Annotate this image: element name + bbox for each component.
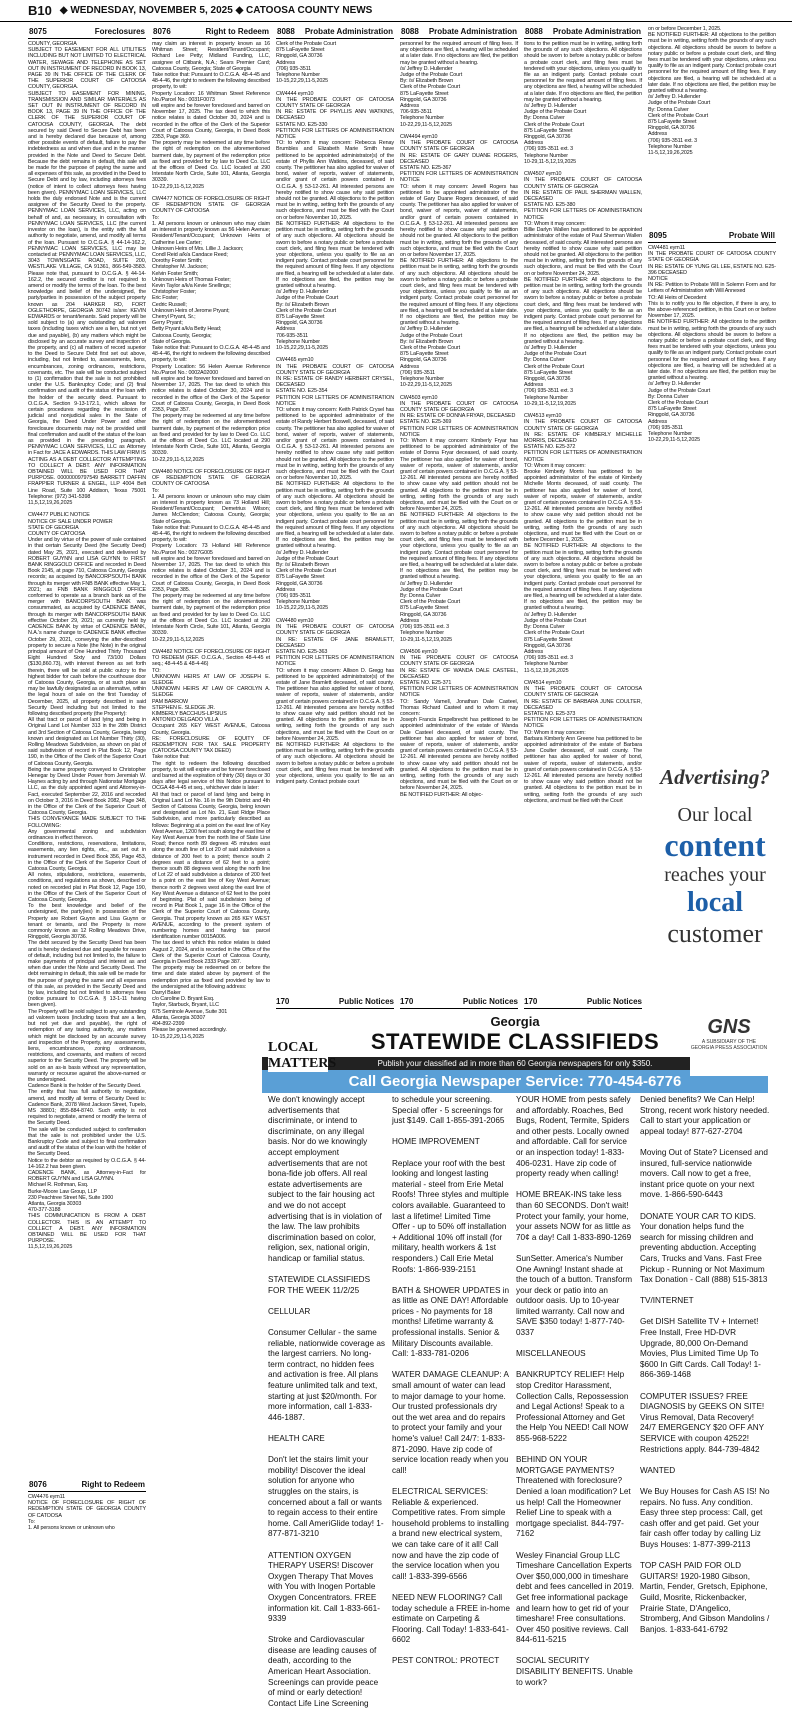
column-header [524,26,642,39]
public-notices-header [524,997,642,1009]
legal-notice-text: may claim an interest in property known as 16 Whitman Street; Resident/Tenant/Occupant; Richard Lee Petty; Midland Funding, LLC, assignee of Citibank, N.A.; Sears Premier Card; Catoosa County, Georgia; State of Georgia Take notice that: Pursuant to O.C.G.A. 48-4-45 and 48-4-46, the right to redeem the following described property, to wit: Property Location: 16 Whitman Street Reference No./Parcel No.: 0031F0073 will expire and be forever foreclosed and barred on November 17, 2025. The tax deed to which this notice relates is dated October 30, 2024 and is recorded in the office of the Clerk of the Superior Court of Catoosa County, Georgia, in Deed Book 2353, Page 369. The property may be redeemed at any time before the right of redemption on the aforementioned barment date, by payment of the redemption price as fixed and provided for by law to Deed Co. LLC at the offices of Deed Co. LLC located at 290 Interstate North Circle, Suite 101, Atlanta, Georgia 30339. 10-22,29,11-5,12,2025 CW4477 NOTICE OF FORECLOSURE OF RIGHT OF REDEMPTION STATE OF GEORGIA COUNTY OF CATOOSA To: 1. All persons known or unknown who may claim an interest in property known as 56 Helen Avenue; Resident/Tenant/Occupant; Unknown Heirs of Catherine Lee Carter; Unknown Heirs of Mrs. Lillie J. Jackson; Condl Reid a/k/a Candace Reed; Dorothy Foster Smith; Christopher M. Jackson; Kelvin Foster Smith; Unknown Heirs of Thomas Foster; Kevin Taylor a/k/a Kevie Snellings; Christopher Foster; Eric Foster; Cedric Russell; Unknown Heirs of Jerome Pryant; Cherryl Pryant, Sr.; Gerry Pryant; Betty Pryant a/k/a Betty Head; Catoosa County, Georgia; State of Georgia. Take notice that: Pursuant to O.C.G.A. 48-4-45 and 48-4-46, the right to redeem the following described property, to wit: Property Location: 56 Helen Avenue Reference No./Parcel No.: 0002A02000 will expire and be forever foreclosed and barred on November 17, 2025. The tax deed to which this notice relates is dated October 30, 2024 and is recorded in the office of the Clerk of the Superior Court of Catoosa County, Georgia, in Deed Book 2353, Page 357. The property may be redeemed at any time before the right of redemption on the aforementioned barment date, by payment of the redemption price as fixed and provided for by law to Deed Co. LLC at the offices of Deed Co. LLC located at 290 Interstate North Circle, Suite 101, Atlanta, Georgia 30339. 10-22,29,11-5,12,2025 CW4480 NOTICE OF FORECLOSURE OF RIGHT OF REDEMPTION STATE OF GEORGIA COUNTY OF CATOOSA To: 1. All persons known or unknown who may claim an interest in property known as 73 Holland Hill; Resident/Tenant/Occupant; Demetrius Wilson; James McClendon; Catoosa County, Georgia; State of Georgia. Take notice that: Pursuant to O.C.G.A. 48-4-45 and 48-4-46, the right to redeem the following described property, to wit: Property Location: 73 Holland Hill Reference No./Parcel No.: 0027G005 will expire and be forever foreclosed and barred on November 17, 2025. The tax deed to which this notice relates is dated October 31, 2024 and is recorded in the office of the Clerk of the Superior Court of Catoosa County, Georgia, in Deed Book 2353, Page 385. The property may be redeemed at any time before the right of redemption on the aforementioned barment date, by payment of the redemption price as fixed and provided for by law to Deed Co. LLC at the offices of Deed Co. LLC located at 290 Interstate North Circle, Suite 101, Atlanta, Georgia 30339. 10-22,29,11-5,12,2025 CW4482 NOTICE OF FORECLOSURE OF RIGHT TO REDEEM (REF. O.C.G.A., Section 48-4-45 et seq.; 48-4-45 & 48-4-46) TO: UNKNOWN HEIRS AT LAW OF JOSEPH E. SLEDGE UNKNOWN HEIRS AT LAW OF CAROLYN A. SLEDGE PAM BARROW STEPHEN E. SLEDGE JR. KIMBERLY BACCHUS-LIPSIUS ANTONIO DELGADO VILLA Occupant 265 KEY WEST AVENUE, Catoosa County, Georgia. RE: FORECLOSURE OF EQUITY OF REDEMPTION FOR TAX SALE PROPERTY (CATOOSA COUNTY TAX DEED) Take notice that: The right to redeem the following described property, to wit will expire and be forever foreclosed and barred at the expiration of thirty (30) days or 30 days after legal service of this Notice pursuant to OCGA 48-4-45 et seq., whichever date is later: All that tract or parcel of land lying and being in Original Land Lot No. 16 in the 9th District and 4th Section of Catoosa County, Georgia, being known and designated as Lot No. 21, East Ridge Place Subdivision, and more particularly described as follows: Beginning at a point on the east line of Key West Avenue, 1200 feet south along the east line of Key West Avenue from the north line of State Line Road; thence north 89 degrees 45 minutes east along the south line of Lot 20 of said subdivision a distance of 200 feet to a point; thence south 2 degrees east a distance of 62 feet to a point; thence south 88 degrees west along the north line of Lot 22 of said subdivision a distance of 200 feet to a point on the east line of Key West Avenue; thence north 2 degrees west along the east line of Key West Avenue a distance of 62 feet to the point of beginning. Plat of said subdivision being of record in Plat Book 1, page 16 in the Office of the Clerk of the Superior Court of Catoosa County, Georgia. That property known as 265 KEY WEST AVENUE, according to the present system of numbering homes and having tax parcel identification number 0015A006. The tax deed to which this notice relates is dated August 2, 2024, and is recorded in the Office of the Clerk of the Superior Court of Catoosa County, Georgia in Deed Book 2333 Page 387. The property may be redeemed on or before the time and date stated above by payment of the redemption price as fixed and provided by law to the undersigned at the following address: Darryl Baker c/o Caroline D. Bryant Esq. Taylor, Starbuck, Bryant, LLC 675 Seminole Avenue, Suite 301 Atlanta, Georgia 30307 404-892-2399 Please be governed accordingly. 10-15,22,29,11-5,2025 [152,41,270,1040]
ad-line: Advertising? [660,765,770,789]
header-paper: CATOOSA COUNTY NEWS [246,5,373,16]
gns-subtitle: A SUBSIDIARY OF THE GEORGIA PRESS ASSOCIATION [690,1039,768,1051]
category-code: 170 [276,997,290,1006]
column-header [152,26,270,39]
column-3 [276,26,394,786]
ad-line: local [687,887,743,918]
column-5 [524,26,642,804]
column-2 [152,26,270,1581]
legal-notice-text: CW4476 eym11 NOTICE OF FORECLOSURE OF RIGHT OF REDEMPTION STATE OF GEORGIA COUNTY OF CATOOSA To: 1. All persons known or unknown who [28,1494,146,1532]
column-1-tail [28,1479,146,1579]
ad-line: content [664,827,766,863]
public-notices-header [276,997,394,1009]
category-name: Right to Redeem [205,27,269,36]
category-name: Probate Administration [552,27,641,36]
category-code: 8088 [525,27,543,36]
category-name: Foreclosures [94,27,145,36]
local-matters-logo: LOCAL MATTERS [268,1040,337,1071]
publish-line: Publish your classified ad in more than 60 Georgia newspapers for only $350. [262,1057,768,1070]
category-name: Public Notices [462,997,518,1006]
gns-logo-text: GNS [707,1016,751,1038]
category-code: 8075 [29,27,47,36]
category-code: 8088 [277,27,295,36]
category-name: Public Notices [586,997,642,1006]
column-header [276,26,394,39]
column-header [28,26,146,39]
ad-line: Our local [677,804,753,826]
classifieds-title: STATEWIDE CLASSIFIEDS [370,1029,660,1054]
legal-notice-text: CW4481 eym11 IN THE PROBATE COURT OF CATOOSA COUNTY STATE OF GEORGIA IN RE: ESTATE OF YUNG GIL LEE, ESTATE NO. E25-396 DECEASED NOTICE IN RE: Petition to Probate Will in Solemn Form and for Letters of Administration with Will Annexed TO: All Heirs of Decedent This is to notify you to file objection, if there is any, to the above-referenced petition, in this Court on or before November 17, 2025. BE NOTIFIED FURTHER: All objections to the petition must be in writing, setting forth the grounds of any such objections. All objections should be sworn to before a notary public or before a probate court clerk, and filing fees must be tendered with your objections, unless you qualify to file as an indigent party. Contact probate court personnel for the required amount of filing fees. If any objections are filed, a hearing will be scheduled at a later date. If no objections are filed, the petition may be granted without a hearing. /s/ Jeffrey D. Hullender Judge of the Probate Court By: Donna Culver Clerk of the Probate Court 875 LaFayette Street Ringgold, GA 30736 Address (706) 935-3511 Telephone Number 10-22,29,11-5,12,2025 [648,245,776,444]
gns-logo [690,1016,768,1076]
legal-notice-text: Clerk of the Probate Court 875 LaFayette Street Ringgold, GA 30736 Address (706) 935-3511 Telephone Number 10-15,22,29,11-5,2025 CW4444 eym10 IN THE PROBATE COURT OF CATOOSA COUNTY STATE OF GEORGIA IN RE: ESTATE OF PHYLLIS ANN WATKINS, DECEASED ESTATE NO. E25-330 PETITION FOR LETTERS OF ADMINISTRATION NOTICE TO: to whom it may concern: Rebecca Renay Brumbles and Elizabeth Marie Smith have petitioned to be appointed administrator(s) of the estate of Phyllis Ann Watkins, deceased, of said county. The petitioner has also applied for waiver of bond, waiver of reports, waiver of statements, and/or grant of certain powers contained in O.C.G.A. § 53-12-261. All interested persons are hereby notified to show cause why said petition should not be granted. All objections to the petition must be in writing, setting forth the grounds of any such objections, and must be filed with the Court on or before November 10, 2025. BE NOTIFIED FURTHER: All objections to the petition must be in writing, setting forth the grounds of any such objections. All objections should be sworn to before a notary public or before a probate court clerk, and filing fees must be tendered with your objections, unless you qualify to file as an indigent party. Contact probate court personnel for the required amount of filing fees. If any objections are filed, a hearing will be scheduled at a later date. If no objections are filed, the petition may be granted without a hearing. /s/ Jeffrey D. Hullender Judge of the Probate Court By: /s/ Elizabeth Brown Clerk of the Probate Court 875 LaFayette Street Ringgold, GA 30736 Address 706-935-3511 Telephone Number 10-15,22,29,11-5,2025 CW4465 eym10 IN THE PROBATE COURT OF CATOOSA COUNTY STATE OF GEORGIA IN RE: ESTATE OF RANDY HERBERT CRYSEL, DECEASED ESTATE NO. E25-354 PETITION FOR LETTERS OF ADMINISTRATION NOTICE TO: whom it may concern: Keith Patrick Crysel has petitioned to be appointed administrator of the estate of Randy Herbert Boswell, deceased, of said county. The petitioner has also applied for waiver of bond, waiver of reports, waiver of statements, and/or grant of certain powers contained in O.C.G.A. § 53-12-261. All interested persons are hereby notified to show cause why said petition should not be granted. All objections to the petition must be in writing, setting forth the grounds of any such objections, and must be filed with the Court on or before November 10, 2025. BE NOTIFIED FURTHER: All objections to the petition must be in writing, setting forth the grounds of any such objections. All objections should be sworn to before a notary public or before a probate court clerk, and filing fees must be tendered with your objections, unless you qualify to file as an indigent party. Contact probate court personnel for the required amount of filing fees. If any objections are filed, a hearing will be scheduled at a later date. If no objections are filed, the petition may be granted without a hearing. /s/ Jeffrey D. Hullender Judge of the Probate Court By: /s/ Elizabeth Brown Clerk of the Probate Court 875 LaFayette Street Ringgold, GA 30736 Address (706) 935-3511 Telephone Number 10-15,22,29,11-5,2025 CW4480 eym10 IN THE PROBATE COURT OF CATOOSA COUNTY STATE OF GEORGIA IN RE: ESTATE OF JANE BRAMLETT, DECEASED ESTATE NO. E25-363 PETITION FOR LETTERS OF ADMINISTRATION NOTICE TO: whom it may concern: Allison D. Gregg has petitioned to be appointed administrator(s) of the estate of Jane Bramlett deceased, of said county. The petitioner has also applied for waiver of bond, waiver of reports, waiver of statements, and/or grant of certain powers contained in O.C.G.A. § 53-12-261. All interested persons are hereby notified to show cause why said petition should not be granted. All objections to the petition must be in writing, setting forth the grounds of any such objections, and must be filed with the Court on or before November 24, 2025. BE NOTIFIED FURTHER: All objections to the petition must be in writing, setting forth the grounds of any such objections. All objections should be sworn to before a notary public or before a probate court clerk, and filing fees must be tendered with your objections, unless you qualify to file as an indigent party. Contact probate court [276,41,394,786]
column-header [648,230,776,243]
classifieds-column-4: Denied benefits? We Can Help! Strong, recent work history needed. Call to start your application or appeal today! 877-627-2704 Moving Out of State? Licensed and insured, full-service nationwide movers. Call now to get a free, instant price quote on your next move. 1-866-590-6443 DONATE YOUR CAR TO KIDS. Your donation helps fund the search for missing children and preventing abduction. Accepting Cars, Trucks and Vans. Fast Free Pickup - Running or Not Maximum Tax Donation - Call (888) 515-3813 TV/INTERNET Get DISH Satellite TV + Internet! Free Install, Free HD-DVR Upgrade, 80,000 On-Demand Movies, Plus Limited Time Up To $600 In Gift Cards. Call Today! 1-866-369-1468 COMPUTER ISSUES? FREE DIAGNOSIS by GEEKS ON SITE! Virus Removal, Data Recovery! 24/7 EMERGENCY $20 OFF ANY SERVICE with coupon 42522! Restrictions apply. 844-739-4842 WANTED We Buy Houses for Cash AS IS! No repairs. No fuss. Any condition. Easy three step process: Call, get cash offer and get paid. Get your fair cash offer today by calling Liz Buys Houses: 1-877-399-2113 TOP CASH PAID FOR OLD GUITARS! 1920-1980 Gibson, Martin, Fender, Gretsch, Epiphone, Guild, Mosrite, Rickenbacker, Prairie State, D'Angelico, Stromberg, And Gibson Mandolins / Banjos. 1-833-641-6792 [640,1095,770,1634]
ad-line: reaches your [664,864,766,886]
category-name: Probate Administration [428,27,517,36]
category-name: Probate Administration [304,27,393,36]
category-code: 8076 [153,27,171,36]
category-code: 170 [400,997,414,1006]
page-number: B10 [28,3,52,18]
probate-will-column [648,230,776,750]
category-code: 170 [524,997,538,1006]
date-line: ◆ WEDNESDAY, NOVEMBER 5, 2025 ◆ CATOOSA COUNTY NEWS [59,5,373,16]
column-6 [648,26,776,157]
classifieds-column-1: We don't knowingly accept advertisements that discriminate, or intend to discriminate, on any illegal basis. Nor do we knowingly accept employment advertisements that are not bona-fide job offers. All real estate advertisements are subject to the fair housing act and we do not accept advertising that is in violation of the law. The law prohibits discrimination based on color, religion, sex, national origin, handicap or familial status. STATEWIDE CLASSIFIEDS FOR THE WEEK 11/2/25 CELLULAR Consumer Cellular - the same reliable, nationwide coverage as the largest carriers. No long-term contract, no hidden fees and activation is free. All plans feature unlimited talk and text, starting at just $20/month. For more information, call 1-833-446-1887. HEALTH CARE Don't let the stairs limit your mobility! Discover the ideal solution for anyone who struggles on the stairs, is concerned about a fall or wants to regain access to their entire home. Call AmeriGlide today! 1-877-871-3210 ATTENTION OXYGEN THERAPY USERS! Discover Oxygen Therapy That Moves with You with Inogen Portable Oxygen Concentrators. FREE information kit. Call 1-833-661-9339 Stroke and Cardiovascular disease are leading causes of death, according to the American Heart Association. Screenings can provide peace of mind or early detection! Contact Life Line Screening [268,1095,385,1708]
category-name: Public Notices [338,997,394,1006]
column-header [400,26,518,39]
legal-notice-text: tions to the petition must be in writing, setting forth the grounds of any such objections. All objections should be sworn to before a notary public or before a probate court clerk, and filing fees must be tendered with your objections, unless you qualify to file as an indigent party. Contact probate court personnel for the required amount of filing fees. If any objections are filed, a hearing will be scheduled at a later date. If no objections are filed, the petition may be granted without a hearing. /s/ Jeffrey D. Hullender Judge of the Probate Court By: Donna Culver Clerk of the Probate Court 875 LaFayette Street Ringgold, GA 30736 Address (706) 935-3511 ext. 3 Telephone Number 10-29,11-5,12,19,2025 CW4507 eym10 IN THE PROBATE COURT OF CATOOSA COUNTY STATE OF GEORGIA IN RE: ESTATE OF PAUL SHERMAN WALLEN, DECEASED ESTATE NO. E25-380 PETITION FOR LETTERS OF ADMINISTRATION NOTICE TO: Whom it may concern: Billie Darlyn Wallen has petitioned to be appointed administrator of the estate of Paul Sherman Wallen deceased, of said county. All interested persons are hereby notified to show cause why said petition should not be granted. All objections to the petition must be in writing, setting forth the grounds of any such objections, and must be filed with the Court on or before November 24, 2025. BE NOTIFIED FURTHER: All objections to the petition must be in writing, setting forth the grounds of any such objections. All objections should be sworn to before a notary public or before a probate court clerk, and filing fees must be tendered with your objections, unless you qualify to file as an indigent party. Contact probate court personnel for the required amount of filing fees. If any objections are filed, a hearing will be scheduled at a later date. If no objections are filed, the petition may be granted without a hearing. /s/ Jeffrey D. Hullender Judge of the Probate Court By: Donna Culver Clerk of the Probate Court 875 LaFayette Street Ringgold, GA 30736 Address (706) 935-3511 ext. 3 Telephone Number 10-29,11-5,12,19,2025 CW4513 eym10 IN THE PROBATE COURT OF CATOOSA COUNTY STATE OF GEORGIA IN RE: ESTATE OF KIMBERLY MICHELLE MORRIS, DECEASED ESTATE NO. E25-372 PETITION FOR LETTERS OF ADMINISTRATION NOTICE TO: Whom it may concern: Brooke Kimberly Morris has petitioned to be appointed administrator of the estate of Kimberly Michelle Morris deceased, of said county. The petitioner has also applied for waiver of bond, waiver of reports, waiver of statements, and/or grant of certain powers contained in O.C.G.A. § 53-12-261. All interested persons are hereby notified to show cause why said petition should not be granted. All objections to the petition must be in writing, setting forth the grounds of any such objections, and must be filed with the Court on or before December 1, 2025. BE NOTIFIED FURTHER: All objections to the petition must be in writing, setting forth the grounds of any such objections. All objections should be sworn to before a notary public or before a probate court clerk, and filing fees must be tendered with your objections, unless you qualify to file as an indigent party. Contact probate court personnel for the required amount of filing fees. If any objections are filed, a hearing will be scheduled at a later date. If no objections are filed, the petition may be granted without a hearing. /s/ Jeffrey D. Hullender Judge of the Probate Court By: Donna Culver Clerk of the Probate Court 875 LaFayette Street Ringgold, GA 30736 Address (706) 935-3511 ext. 3 Telephone Number 11-5,12,19,26,2025 CW4514 eym10 IN THE PROBATE COURT OF CATOOSA COUNTY STATE OF GEORGIA IN RE: ESTATE OF BARBARA JUNE COULTER, DECEASED ESTATE NO. E25-373 PETITION FOR LETTERS OF ADMINISTRATION NOTICE TO: Whom it may concern: Barbara Kimberly Ann Greene has petitioned to be appointed administrator of the estate of Barbara June Coulter deceased, of said county. The petitioner has also applied for waiver of bond, waiver of reports, waiver of statements, and/or grant of certain powers contained in O.C.G.A. § 53-12-261. All interested persons are hereby notified to show cause why said petition should not be granted. All objections to the petition must be in writing, setting forth the grounds of any such objections, and must be filed with the Court [524,41,642,804]
legal-notice-text: on or before December 1, 2025. BE NOTIFIED FURTHER: All objections to the petition must be in writing, setting forth the grounds of any such objections. All objections should be sworn to before a notary public or before a probate court clerk, and filing fees must be tendered with your objections, unless you qualify to file as an indigent party. Contact probate court personnel for the required amount of filing fees. If any objections are filed, a hearing will be scheduled at a later date. If no objections are filed, the petition may be granted without a hearing. /s/ Jeffrey D. Hullender Judge of the Probate Court By: Donna Culver Clerk of the Probate Court 875 LaFayette Street Ringgold, GA 30736 Address (706) 935-3511 ext. 3 Telephone Number 11-5,12,19,26,2025 [648,26,776,157]
column-1 [28,26,146,1251]
column-header [28,1479,146,1492]
classifieds-column-2: to schedule your screening. Special offer - 5 screenings for just $149. Call 1-855-391-2065 HOME IMPROVEMENT Replace your roof with the best looking and longest lasting material - steel from Erie Metal Roofs! Three styles and multiple colors available. Guaranteed to last a lifetime! Limited Time Offer - up to 50% off installation + Additional 10% off install (for military, health workers & 1st responders.) Call Erie Metal Roofs: 1-866-939-2151 BATH & SHOWER UPDATES in as little as ONE DAY! Affordable prices - No payments for 18 months! Lifetime warranty & professional installs. Senior & Military Discounts available. Call: 1-833-781-0206 WATER DAMAGE CLEANUP: A small amount of water can lead to major damage to your home. Our trusted professionals dry out the wet area and do repairs to protect your family and your home's value! Call 24/7: 1-833-871-2090. Have zip code of service location ready when you call! ELECTRICAL SERVICES: Reliable & experienced. Competitive rates. From simple household problems to installing a brand new electrical system, we can take care of it all! Call now and have the zip code of the service location when you call! 1-833-399-6566 NEED NEW FLOORING? Call today schedule a FREE in-home estimate on Carpeting & Flooring. Call Today! 1-833-641-6602 PEST CONTROL: PROTECT [392,1095,510,1666]
category-name: Right to Redeem [81,1480,145,1489]
header-date: WEDNESDAY, NOVEMBER 5, 2025 [70,5,233,16]
advertising-promo [650,765,780,985]
call-line: Call Georgia Newspaper Service: 770-454-6776 [262,1070,768,1093]
category-code: 8076 [29,1480,47,1489]
category-code: 8095 [649,231,667,240]
classifieds-column-3: YOUR HOME from pests safely and affordably. Roaches, Bed Bugs, Rodent, Termite, Spiders and other pests. Locally owned and affordable. Call for service or an inspection today! 1-833-406-0231. Have zip code of property ready when calling! HOME BREAK-INS take less than 60 SECONDS. Don't wait! Protect your family, your home, your assets NOW for as little as 70¢ a day! Call 1-833-890-1269 SunSetter. America's Number One Awning! Instant shade at the touch of a button. Transform your deck or patio into an outdoor oasis. Up to 10-year limited warranty. Call now and SAVE $350 today! 1-877-740-0337 MISCELLANEOUS BANKRUPTCY RELIEF! Help stop Creditor Harassment, Collection Calls, Repossession and Legal Actions! Speak to a Professional Attorney and Get the Help You NEED! Call NOW 855-968-5222 BEHIND ON YOUR MORTGAGE PAYMENTS? Threatened with foreclosure? Denied a loan modification? Let us help! Call the Homeowner Relief Line to speak with a mortgage specialist. 844-797-7162 Wesley Financial Group LLC Timeshare Cancellation Experts Over $50,000,000 in timeshare debt and fees cancelled in 2019. Get free informational package and learn how to get rid of your timeshare! Free consultations. Over 450 positive reviews. Call 844-611-5215 SOCIAL SECURITY DISABILITY BENEFITS. Unable to work? [516,1095,634,1687]
public-notices-header [400,997,518,1009]
ad-line: customer [667,919,763,948]
page-header [0,0,792,22]
legal-notice-text: personnel for the required amount of filing fees. If any objections are filed, a hearing will be scheduled at a later date. If no objections are filed, the petition may be granted without a hearing. /s/ Jeffrey D. Hullender Judge of the Probate Court By: /s/ Elizabeth Brown Clerk of the Probate Court 875 LaFayette Street Ringgold, GA 30736 Address 706-935-3511 Telephone Number 10-22,29,11-5,12,2025 CW4494 eym10 IN THE PROBATE COURT OF CATOOSA COUNTY STATE OF GEORGIA IN RE: ESTATE OF GARY DUANE ROGERS, DECEASED ESTATE NO. E25-367 PETITION FOR LETTERS OF ADMINISTRATION NOTICE TO: whom it may concern: Jewell Rogers has petitioned to be appointed administrator of the estate of Gary Duane Rogers deceased, of said county. The petitioner has also applied for waiver of bond, waiver of reports, waiver of statements, and/or grant of certain powers contained in O.C.G.A. § 53-12-261. All interested persons are hereby notified to show cause why said petition should not be granted. All objections to the petition must be in writing, setting forth the grounds of any such objections, and must be filed with the Court on or before November 17, 2025. BE NOTIFIED FURTHER: All objections to the petition must be in writing, setting forth the grounds of any such objections. All objections should be sworn to before a notary public or before a probate court clerk, and filing fees must be tendered with your objections, unless you qualify to file as an indigent party. Contact probate court personnel for the required amount of filing fees. If any objections are filed, a hearing will be scheduled at a later date. If no objections are filed, the petition may be granted without a hearing. /s/ Jeffrey D. Hullender Judge of the Probate Court By: /s/ Elizabeth Brown Clerk of the Probate Court 875 LaFayette Street Ringgold, GA 30736 Address (706) 935-3511 Telephone Number 10-22,29,11-5,12,2025 CW4503 eym10 IN THE PROBATE COURT OF CATOOSA COUNTY STATE OF GEORGIA IN RE: ESTATE OF DONNA FRYAR, DECEASED ESTATE NO. E25-369 PETITION FOR LETTERS OF ADMINISTRATION NOTICE TO: Whom it may concern: Kimberly Fryar has petitioned to be appointed administrator of the estate of Donna Fryar deceased, of said county. The petitioner has also applied for waiver of bond, waiver of reports, waiver of statements, and/or grant of certain powers contained in O.C.G.A. § 53-12-261. All interested persons are hereby notified to show cause why said petition should not be granted. All objections to the petition must be in writing, setting forth the grounds of any such objections, and must be filed with the Court on or before November 24, 2025. BE NOTIFIED FURTHER: All objections to the petition must be in writing, setting forth the grounds of any such objections. All objections should be sworn to before a notary public or before a probate court clerk, and filing fees must be tendered with your objections, unless you qualify to file as an indigent party. Contact probate court personnel for the required amount of filing fees. If any objections are filed, a hearing will be scheduled at a later date. If no objections are filed, the petition may be granted without a hearing. /s/ Jeffrey D. Hullender Judge of the Probate Court By: Donna Culver Clerk of the Probate Court 875 LaFayette Street Ringgold, GA 30736 Address (706) 935-3511 ext. 3 Telephone Number 10-29,11-5,12,19,2025 CW4506 eym10 IN THE PROBATE COURT OF CATOOSA COUNTY STATE OF GEORGIA IN RE: ESTATE OF WANDA DALE CASTEEL, DECEASED ESTATE NO. E25-371 PETITION FOR LETTERS OF ADMINISTRATION NOTICE TO: Sandy Varnell, Jonathan Dale Casteel, Thomas Richard Casteel and to whom it may concern: Joseph Francis Empelbrecht has petitioned to be appointed administrator of the estate of Wanda Dale Casteel deceased, of said county. The petitioner has also applied for waiver of bond, waiver of reports, waiver of statements, and/or grant of certain powers contained in O.C.G.A. § 53-12-261. All interested persons are hereby notified to show cause why said petition should not be granted. All objections to the petition must be in writing, setting forth the grounds of any such objections, and must be filed with the Court on or before November 24, 2025. BE NOTIFIED FURTHER: All objec- [400,41,518,798]
category-code: 8088 [401,27,419,36]
category-name: Probate Will [728,231,775,240]
state-label: Georgia [490,1014,540,1029]
legal-notice-text: COUNTY, GEORGIA SUBJECT TO EASEMENT FOR ALL UTILITIES INCLUDING BUT NOT LIMITED TO ELECTRICAL WATER, SEWAGE AND TELEPHONE AS SET OUT IN INSTRUMENT OF RECORD IN BOOK 13, PAGE 39 IN THE OFFICE OF THE CLERK OF THE SUPERIOR COURT OF CATOOSA COUNTY, GEORGIA. SUBJECT TO EASEMENT FOR MINING, TRANSMISSION AND SIMILAR MATERIALS AS SET OUT IN INSTRUMENT OF RECORD IN BOOK 13, PAGE 39 IN THE OFFICE OF THE CLERK OF THE SUPERIOR COURT OF CATOOSA COUNTY, GEORGIA. The debt secured by said Deed to Secure Debt has been and is hereby declared due because of, among other possible events of default, failure to pay the indebtedness as and when due and in the manner provided in the Note and Deed to Secure Debt. Because the debt remains in default, this sale will be made for the purpose of paying the same and all expenses of this sale, as provided in the Deed to Secure Debt and by law, including attorneys fees (notice of intent to collect attorneys fees having been given). PENNYMAC LOAN SERVICES, LLC holds the duly endorsed Note and is the current assignee of the Security Deed to the property. PENNYMAC LOAN SERVICES, LLC, acting on behalf of and, as necessary, in consultation with PENNYMAC LOAN SERVICES, LLC (the current investor on the loan), is the entity with the full authority to negotiate, amend, and modify all terms of the loan. Pursuant to O.C.G.A. § 44-14-162.2, PENNYMAC LOAN SERVICES, LLC may be contacted at: PENNYMAC LOAN SERVICES, LLC, 3043 TOWNSGATE ROAD, SUITE 200, WESTLAKE VILLAGE, CA 91361, 866-549-3583. Please note that, pursuant to O.C.G.A. § 44-14-162.2, the secured creditor is not required to amend or modify the terms of the loan. To the best knowledge and belief of the undersigned, the party/parties in possession of the subject property known as 204 HARKER RD, FORT OGLETHORPE, GEORGIA 30742 is/are: KEVIN EDWARDS or tenant/tenants. Said property will be sold subject to (a) any outstanding ad valorem taxes (including taxes which are a lien, but not yet due and payable), (b) any matters which might be disclosed by an accurate survey and inspection of the property, and (c) all matters of record superior to the Deed to Secure Debt first set out above, including, but not limited to, assessments, liens, encumbrances, zoning ordinances, restrictions, covenants, etc. The sale will be conducted subject to (1) confirmation that the sale is not prohibited under the U.S. Bankruptcy Code; and (2) final confirmation and audit of the status of the loan with the holder of the security deed. Pursuant to O.C.G.A. Section 9-13-172.1, which allows for certain procedures regarding the rescission of judicial and nonjudicial sales in the State of Georgia, the Deed Under Power and other foreclosure documents may not be provided until final confirmation and audit of the status of the loan as provided in the preceding paragraph. PENNYMAC LOAN SERVICES, LLC as Attorney in Fact for JACE A EDWARDS. THIS LAW FIRM IS ACTING AS A DEBT COLLECTOR ATTEMPTING TO COLLECT A DEBT. ANY INFORMATION OBTAINED WILL BE USED FOR THAT PURPOSE. 00000009797549 BARRETT DAFFIN FRAPPIER TURNER & ENGEL, LLP 4004 Belt Line Road, Suite 100 Addison, Texas 75001 Telephone: (972) 341-5398 11,5,12,19,26,2025 CW4477 PUBLIC NOTICE NOTICE OF SALE UNDER POWER STATE OF GEORGIA COUNTY OF CATOOSA Under and by virtue of the power of sale contained in that certain Security Deed (the Security Deed) dated May 25, 2021, executed and delivered by ROBERT GUYNN and LISA GUYNN to FIRST BANK RINGGOLD OFFICE and recorded in Deed Book 2145, at page 710, Catoosa County, Georgia records; as acquired by BANCORPSOUTH BANK through its merger with FNB BANK effective May 1, 2021; as FNB BANK RINGGOLD OFFICE conformed to operate as a branch bank as of the merger with BANCORPSOUTH BANK was consummated, as acquired by CADENCE BANK, through its merger with BANCORPSOUTH BANK effective October 29, 2021; as currently held by CADENCE BANK by virtue of CADENCE BANK, N.A.'s name change to CADENCE BANK effective October 29, 2021, conveying the after-described property to secure a Note (the Note) in the original principal amount of One Hundred Thirty Thousand Eight Hundred Sixty and 73/100 Dollars ($130,860.73), with interest thereon as set forth therein, there will be sold at public outcry to the highest bidder for cash before the courthouse door of Catoosa County, Georgia, or at such place as may be lawfully designated as an alternative, within the legal hours of sale on the first Tuesday of December, 2025, all property described in said Security Deed including but not limited to the following described property (the Property): All that tract or parcel of land lying and being in Original Land Lot Number 313 in the 28th District and 3rd Section of Catoosa County, Georgia, being known and designated as Lot Number Thirty (30), Rolling Meadows Subdivision, as shown on plat of said subdivision of record in Plat Book 12, Page 190, in the Office of the Clerk of the Superior Court of Catoosa County, Georgia. Being the same property conveyed to Christopher Henegar by Deed Under Power from Jeremiah W. Haynes acting by and through Nationstar Mortgage LLC, as the duly appointed agent and Attorney-in-Fact, executed September 22, 2016 and recorded on October 3, 2016 in Deed Book 2082, Page 348, in the Office of the Clerk of the Superior Court of Catoosa County, Georgia. THIS CONVEYANCE MADE SUBJECT TO THE FOLLOWING: Any governmental zoning and subdivision ordinances in effect thereon. Conditions, restrictions, reservations, limitations, easements, any lien rights, etc., as set out in instrument recorded in Deed Book 356, Page 453, in the Office of the Clerk of the Superior Court of Catoosa County, Georgia. All notes, stipulations, restrictions, easements, conditions, and regulations as shown, described or noted on recorded plat in Plat Book 12, Page 190, in the Office of the Clerk of the Superior Court of Catoosa County, Georgia. To the best knowledge and belief of the undersigned, the party(ies) in possession of the Property are Robert Guynn and Lisa Guynn or tenant or tenants, and the Property is more commonly known as 12 Rolling Meadows Drive, Ringgold, Georgia 30736. The debt secured by the Security Deed has been and is hereby declared due and payable for reason of default, including but not limited to, the failure to make payments of principal and interest as and when due under the Note and Security Deed. The debt remaining in default, this sale will be made for the purpose of paying the same and all expenses of this sale, as provided in the Security Deed and by law, including but not limited to attorneys fees (notice pursuant to O.C.G.A. § 13-1-11 having been given). The Property will be sold subject to any outstanding ad valorem taxes (including taxes that are a lien, but not yet due and payable), the right of redemption of any taxing authority, any matters which might be disclosed by an accurate survey and inspection of the Property, any assessments, liens, encumbrances, zoning ordinances, restrictions, and covenants, and matters of record superior to the Security Deed. The property will be sold on an as-is basis without any representation, warranty or recourse against the above-named or the undersigned. Cadence Bank is the holder of the Security Deed. The entity that has full authority to negotiate, amend, and modify all terms of Security Deed is: Cadence Bank, 2078 West Jackson Street, Tupelo, MS 38801; 855-884-8740. Such entity is not required to negotiate, amend or modify the terms of the Security Deed. The sale will be conducted subject to confirmation that the sale is not prohibited under the U.S. Bankruptcy Code and subject to final confirmation and audit of the status of the loan with the holder of the Security Deed. Notice to the debtor as required by O.C.G.A. § 44-14-162.2 has been given. CADENCE BANK, as Attorney-in-Fact for ROBERT GUYNN and LISA GUYNN. Michael R. Rothman, Esq. Burke-Moore Law Group, LLP 230 Peachtree Street NE, Suite 1900 Atlanta, Georgia 30303 470-377-3188 THIS COMMUNICATION IS FROM A DEBT COLLECTOR. THIS IS AN ATTEMPT TO COLLECT A DEBT. ANY INFORMATION OBTAINED WILL BE USED FOR THAT PURPOSE. 11,5,12,19,26,2025 [28,41,146,1251]
column-4 [400,26,518,798]
